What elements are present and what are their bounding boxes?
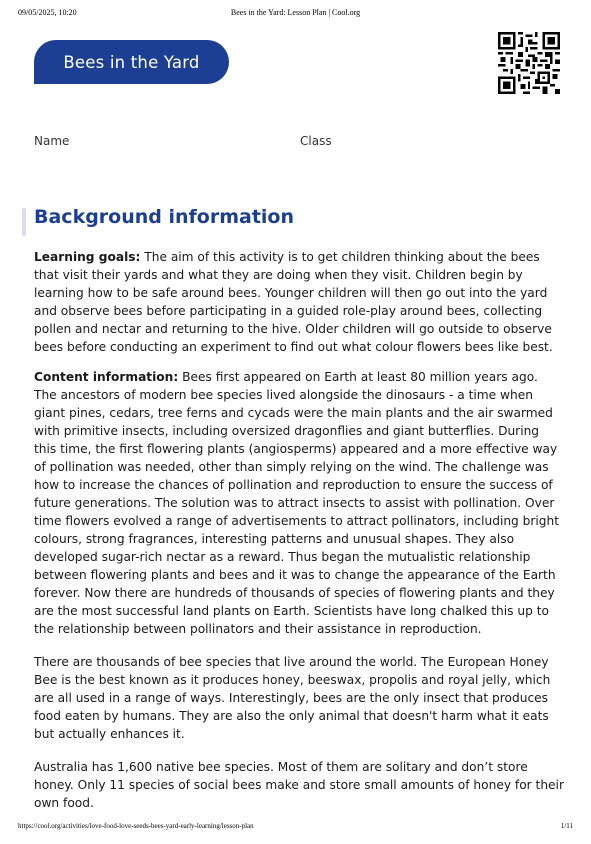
honey-bee-paragraph: There are thousands of bee species that live around the world. The European Honey Bee is the best known as it produces honey, beeswax, propolis and royal jelly, which are all used in a range of ways. Interestingly, bees are the only insect that produces food eaten by humans. They are also the only animal that doesn't harm what it eats but actually enhances it. (34, 655, 551, 741)
name-field-label: Name (34, 134, 70, 148)
content-information-label: Content information: (34, 370, 179, 384)
class-field-label: Class (300, 134, 332, 148)
learning-goals-paragraph (34, 248, 564, 356)
qr-code-icon (498, 32, 560, 94)
background-content (34, 248, 564, 824)
section-heading: Background information (34, 206, 295, 228)
print-footer (18, 822, 573, 834)
print-url: https://cool.org/activities/love-food-love-seeds-bees-yard-early-learning/lesson-plan (18, 822, 254, 830)
lesson-title-badge: Bees in the Yard (34, 40, 229, 84)
content-information-paragraph (34, 368, 564, 638)
print-datetime: 09/05/2025, 10:20 (18, 8, 77, 17)
content-information-text: Bees first appeared on Earth at least 80 million years ago. The ancestors of modern bee species lived alongside the dinosaurs - a time when giant pines, cedars, tree ferns and cycads were the main plants and the air swarmed with primitive insects, including oversized dragonflies and giant butterflies. During this time, the first flowering plants (angiosperms) appeared and a more effective way of pollination was needed, other than simply relying on the wind. The challenge was how to increase the chances of pollination and reproduction to ensure the success of future generations. The solution was to attract insects to assist with pollination. Over time flowers evolved a range of advertisements to attract pollinators, including bright colours, strong fragrances, interesting patterns and unusual shapes. They also developed sugar-rich nectar as a reward. Thus began the mutualistic relationship between flowering plants and bees and it was to change the appearance of the Earth forever. Now there are hundreds of thousands of species of flowering plants and they are the most successful land plants on Earth. Scientists have long chalked this up to the relationship between pollinators and their assistance in reproduction. (34, 370, 560, 636)
australia-paragraph: Australia has 1,600 native bee species. Most of them are solitary and don’t store honey. Only 11 species of social bees make and store small amounts of honey for their own food. (34, 760, 564, 810)
print-page-title: Bees in the Yard: Lesson Plan | Cool.org (230, 8, 361, 17)
heading-accent-bar (22, 208, 26, 236)
print-header (18, 8, 573, 20)
learning-goals-text: The aim of this activity is to get children thinking about the bees that visit their yards and what they are doing when they visit. Children begin by learning how to be safe around bees. Younger children will then go out into the yard and observe bees before participating in a guided role-play around bees, collecting pollen and nectar and returning to the hive. Older children will go outside to observe bees before conducting an experiment to find out what colour flowers bees like best. (34, 250, 553, 354)
page-number: 1/11 (560, 822, 573, 830)
learning-goals-label: Learning goals: (34, 250, 141, 264)
